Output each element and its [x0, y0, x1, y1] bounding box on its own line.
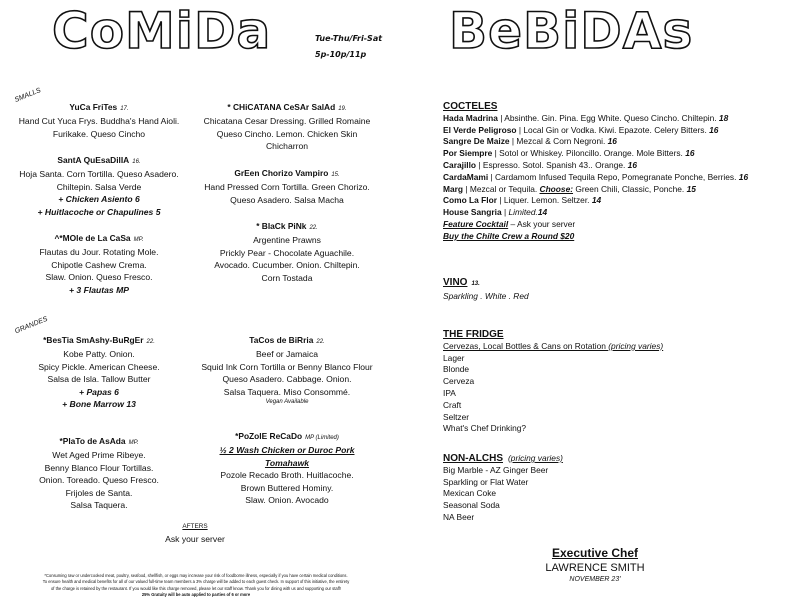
- item-line: Frijoles de Santa.: [65, 487, 133, 498]
- cocktail-price: 16: [709, 124, 719, 135]
- item-line: Squid Ink Corn Tortilla or Benny Blanco Flour: [201, 361, 373, 372]
- item-line: Wet Aged Prime Ribeye.: [52, 450, 146, 461]
- cocktail-name: El Verde Peligroso: [443, 124, 517, 135]
- menu-item-chicatana-caesar: [198, 101, 376, 153]
- drinks-menu-title: BeBiDAs: [449, 2, 694, 60]
- cocktail-row: [443, 160, 788, 172]
- disclaimer: [0, 573, 392, 599]
- item-addon: + Papas 6: [79, 386, 119, 397]
- fridge-item: Craft: [443, 399, 462, 410]
- item-price: 16.: [132, 159, 141, 165]
- fridge-item: Cerveza: [443, 376, 475, 387]
- item-line: Corn Tostada: [261, 272, 313, 283]
- fridge-item: Blonde: [443, 364, 470, 375]
- disclaimer-line: of the charge is retained by the restaurant. If you would like this charge removed, please let our staff know. Thank you for dining with us and supporting our staff!: [51, 585, 341, 591]
- item-price: 17.: [120, 106, 129, 112]
- item-addon: + Bone Marrow 13: [62, 399, 136, 410]
- fridge-item: Lager: [443, 352, 465, 363]
- cocktail-name: Sangre De Maize: [443, 136, 510, 147]
- cocktail-desc: | Local Gin or Vodka. Kiwi. Epazote. Celery Bitters.: [516, 124, 710, 135]
- item-price: 22.: [309, 225, 318, 231]
- fridge-pricing-note: (pricing varies): [608, 340, 664, 351]
- nonalc-item: Seasonal Soda: [443, 500, 500, 511]
- vino-text: Sparkling . White . Red: [443, 290, 529, 301]
- item-name: *PlaTo de AsAda: [59, 436, 126, 446]
- feature-cocktail-text: – Ask your server: [508, 218, 576, 229]
- item-name: *BesTia SmAshy-BuRgEr: [43, 335, 144, 345]
- cocteles-header: COCTELES: [443, 101, 498, 112]
- vino-section: [443, 277, 529, 303]
- nonalc-header: NON-ALCHS: [443, 453, 503, 464]
- food-menu-title: CoMiDa: [52, 2, 272, 60]
- nonalc-item: NA Beer: [443, 511, 475, 522]
- item-line: Salsa Taquera. Miso Consommé.: [223, 386, 351, 397]
- item-subtitle: ½ 2 Wash Chicken or Duroc Pork Tomahawk: [219, 445, 355, 468]
- nonalc-item: Sparkling or Flat Water: [443, 476, 529, 487]
- item-name: ^*MOle de La CaSa: [54, 233, 131, 243]
- item-name: YuCa FriTes: [69, 102, 118, 112]
- item-name: SantA QuEsaDilIA: [57, 155, 130, 165]
- cocktail-name: Hada Madrina: [443, 112, 498, 123]
- fridge-section: [443, 329, 663, 435]
- cocktail-price: 18: [718, 112, 729, 123]
- disclaimer-line: *Consuming raw or undercooked meat, poultry, seafood, shellfish, or eggs may increase your risk of foodborne illness, especially if you have certain medical conditions.: [44, 573, 348, 578]
- cocktail-price: 15: [686, 183, 696, 194]
- menu-item-bestia-smashy-burger: [4, 334, 194, 410]
- item-price: 19.: [338, 106, 347, 112]
- item-line: Avocado. Cucumber. Onion. Chiltepin.: [214, 260, 360, 271]
- cocktail-price: 16: [627, 159, 637, 170]
- afters-title: AFTERS: [182, 523, 208, 530]
- cocktail-row: [443, 207, 788, 219]
- chef-name: LAWRENCE SMITH: [545, 562, 645, 574]
- item-line: Slaw. Onion. Avocado: [245, 495, 329, 506]
- item-line: Furikake. Queso Cincho: [52, 128, 146, 139]
- cocktail-row: [443, 136, 788, 148]
- item-price: MP (Limited): [305, 435, 339, 441]
- menu-item-pozole-recado: [198, 430, 376, 506]
- cocktail-name: House Sangria: [443, 207, 502, 218]
- menu-item-tacos-de-birria: [198, 334, 376, 407]
- item-price: 22.: [316, 339, 325, 345]
- crew-round: Buy the Chilte Crew a Round $20: [443, 230, 575, 241]
- item-line: Salsa Taquera.: [70, 500, 128, 511]
- item-price: MP.: [133, 237, 144, 243]
- item-line: Queso Cincho. Lemon. Chicken Skin Chicharron: [216, 128, 358, 152]
- disclaimer-line: To ensure health and medical benefits for all of our valued full-time team members a 3% charge will be added to each guest check. In support of this initiative, the entirety: [42, 579, 350, 585]
- item-line: Pozole Recado Broth. Huitlacoche.: [220, 470, 354, 481]
- afters-text: Ask your server: [165, 534, 225, 545]
- fridge-item: Seltzer: [443, 411, 470, 422]
- cocktail-choose: Choose:: [539, 183, 574, 194]
- menu-item-black-pink: [198, 220, 376, 284]
- menu-item-plato-de-asada: [4, 435, 194, 511]
- cocktail-desc: |: [501, 207, 509, 218]
- nonalc-item: Big Marble - AZ Ginger Beer: [443, 464, 549, 475]
- item-line: Chipotle Cashew Crema.: [51, 259, 147, 270]
- item-name: *PoZolE ReCaDo: [235, 431, 303, 441]
- item-line: Queso Asadero. Salsa Macha: [230, 194, 344, 205]
- menu-item-green-chorizo-vampiro: [198, 167, 376, 206]
- cocktail-desc: | Absinthe. Gin. Pina. Egg White. Queso Cincho. Chiltepin.: [497, 112, 719, 123]
- nonalc-pricing-note: (pricing varies): [508, 453, 563, 463]
- cocktail-desc: | Cardamom Infused Tequila Repo, Pomegranate Ponche, Berries.: [488, 171, 739, 182]
- item-line: Beef or Jamaica: [255, 349, 319, 360]
- cocktail-price: 14: [591, 195, 602, 206]
- cocteles-section: [443, 101, 788, 243]
- cocktail-row: [443, 172, 788, 184]
- cocktail-desc2: Green Chili, Classic, Ponche.: [573, 183, 687, 194]
- cocktail-row: [443, 195, 788, 207]
- item-addon: + Chicken Asiento 6: [58, 194, 140, 205]
- cocktail-name: CardaMami: [443, 171, 489, 182]
- cocktail-price: 16: [607, 136, 617, 147]
- item-price: 15.: [331, 172, 340, 178]
- cocktail-price: 14: [537, 207, 548, 218]
- item-addon: + Huitlacoche or Chapulines 5: [37, 206, 161, 217]
- cocktail-name: Como La Flor: [443, 195, 497, 206]
- item-line: Argentine Prawns: [253, 235, 321, 246]
- chef-date: NOVEMBER 23': [569, 576, 621, 583]
- item-line: Queso Asadero. Cabbage. Onion.: [222, 374, 352, 385]
- cocktail-price: 16: [685, 148, 695, 159]
- item-line: Kobe Patty. Onion.: [63, 349, 135, 360]
- nonalc-section: [443, 453, 563, 524]
- item-name: * BlaCk PiNk: [256, 221, 307, 231]
- item-line: Hand Pressed Corn Tortilla. Green Chorizo.: [204, 182, 370, 193]
- menu-item-santa-quesadilla: [4, 154, 194, 218]
- vino-header: VINO: [443, 277, 468, 288]
- cocktail-row: [443, 113, 788, 125]
- cocktail-price: 16: [738, 171, 749, 182]
- item-price: MP.: [128, 440, 139, 446]
- section-label-grandes: GRANDES: [13, 315, 49, 336]
- item-name: * CHiCATANA CeSAr SalAd: [227, 102, 336, 112]
- chef-title: Executive Chef: [551, 546, 639, 560]
- fridge-item: IPA: [443, 387, 456, 398]
- fridge-subheader: Cervezas, Local Bottles & Cans on Rotation: [443, 340, 609, 351]
- hours-days: Tue-Thu/Fri-Sat: [315, 34, 383, 43]
- cocktail-list: [443, 113, 788, 219]
- afters-section: [120, 521, 270, 546]
- cocktail-desc: | Espresso. Sotol. Spanish 43.. Orange.: [476, 159, 628, 170]
- vino-price: 13.: [471, 281, 480, 287]
- item-line: Prickly Pear - Chocolate Aguachile.: [219, 247, 355, 258]
- cocktail-desc: | Mezcal & Corn Negroni.: [509, 136, 608, 147]
- cocktail-desc: | Mezcal or Tequila.: [463, 183, 540, 194]
- menu-item-yuca-frites: [4, 101, 194, 140]
- executive-chef: [520, 546, 670, 583]
- item-line: Spicy Pickle. American Cheese.: [38, 361, 160, 372]
- feature-cocktail-label: Feature Cocktail: [443, 218, 509, 229]
- item-price: 22.: [146, 339, 155, 345]
- item-line: Benny Blanco Flour Tortillas.: [44, 462, 154, 473]
- cocktail-desc: | Sotol or Whiskey. Piloncillo. Orange. Mole Bitters.: [492, 148, 686, 159]
- item-line: Flautas du Jour. Rotating Mole.: [39, 247, 159, 258]
- fridge-header: THE FRIDGE: [443, 329, 504, 340]
- menu-item-mole-de-la-casa: [4, 232, 194, 296]
- cocktail-name: Marg: [443, 183, 464, 194]
- cocktail-row: [443, 148, 788, 160]
- hours-times: 5p-10p/11p: [315, 50, 367, 59]
- item-line: Chicatana Cesar Dressing. Grilled Romaine: [203, 116, 371, 127]
- item-line: Slaw. Onion. Queso Fresco.: [45, 272, 153, 283]
- item-name: TaCos de BiRria: [249, 335, 314, 345]
- item-line: Salsa de Isla. Tallow Butter: [47, 374, 151, 385]
- item-name: GrEen Chorizo Vampiro: [234, 168, 329, 178]
- disclaimer-gratuity: 25% Gratuity will be auto applied to parties of 6 or more: [141, 592, 251, 598]
- cocktail-desc: | Liquer. Lemon. Seltzer.: [496, 195, 592, 206]
- cocktail-limited: Limited.: [508, 207, 538, 218]
- cocktail-row: [443, 184, 788, 196]
- cocktail-name: Por Siempre: [443, 148, 493, 159]
- item-line: Hand Cut Yuca Frys. Buddha's Hand Aioli.: [18, 116, 180, 127]
- fridge-item: What's Chef Drinking?: [443, 423, 527, 434]
- item-addon: + 3 Flautas MP: [69, 284, 129, 295]
- item-line: Onion. Toreado. Queso Fresco.: [39, 475, 159, 486]
- item-note: Vegan Available: [265, 399, 309, 406]
- cocktail-row: [443, 125, 788, 137]
- section-label-smalls: SMALLS: [13, 87, 42, 104]
- cocktail-name: Carajillo: [443, 159, 477, 170]
- item-line: Brown Buttered Hominy.: [240, 482, 334, 493]
- item-line: Chiltepin. Salsa Verde: [56, 181, 142, 192]
- item-line: Hoja Santa. Corn Tortilla. Queso Asadero.: [19, 169, 179, 180]
- nonalc-item: Mexican Coke: [443, 488, 497, 499]
